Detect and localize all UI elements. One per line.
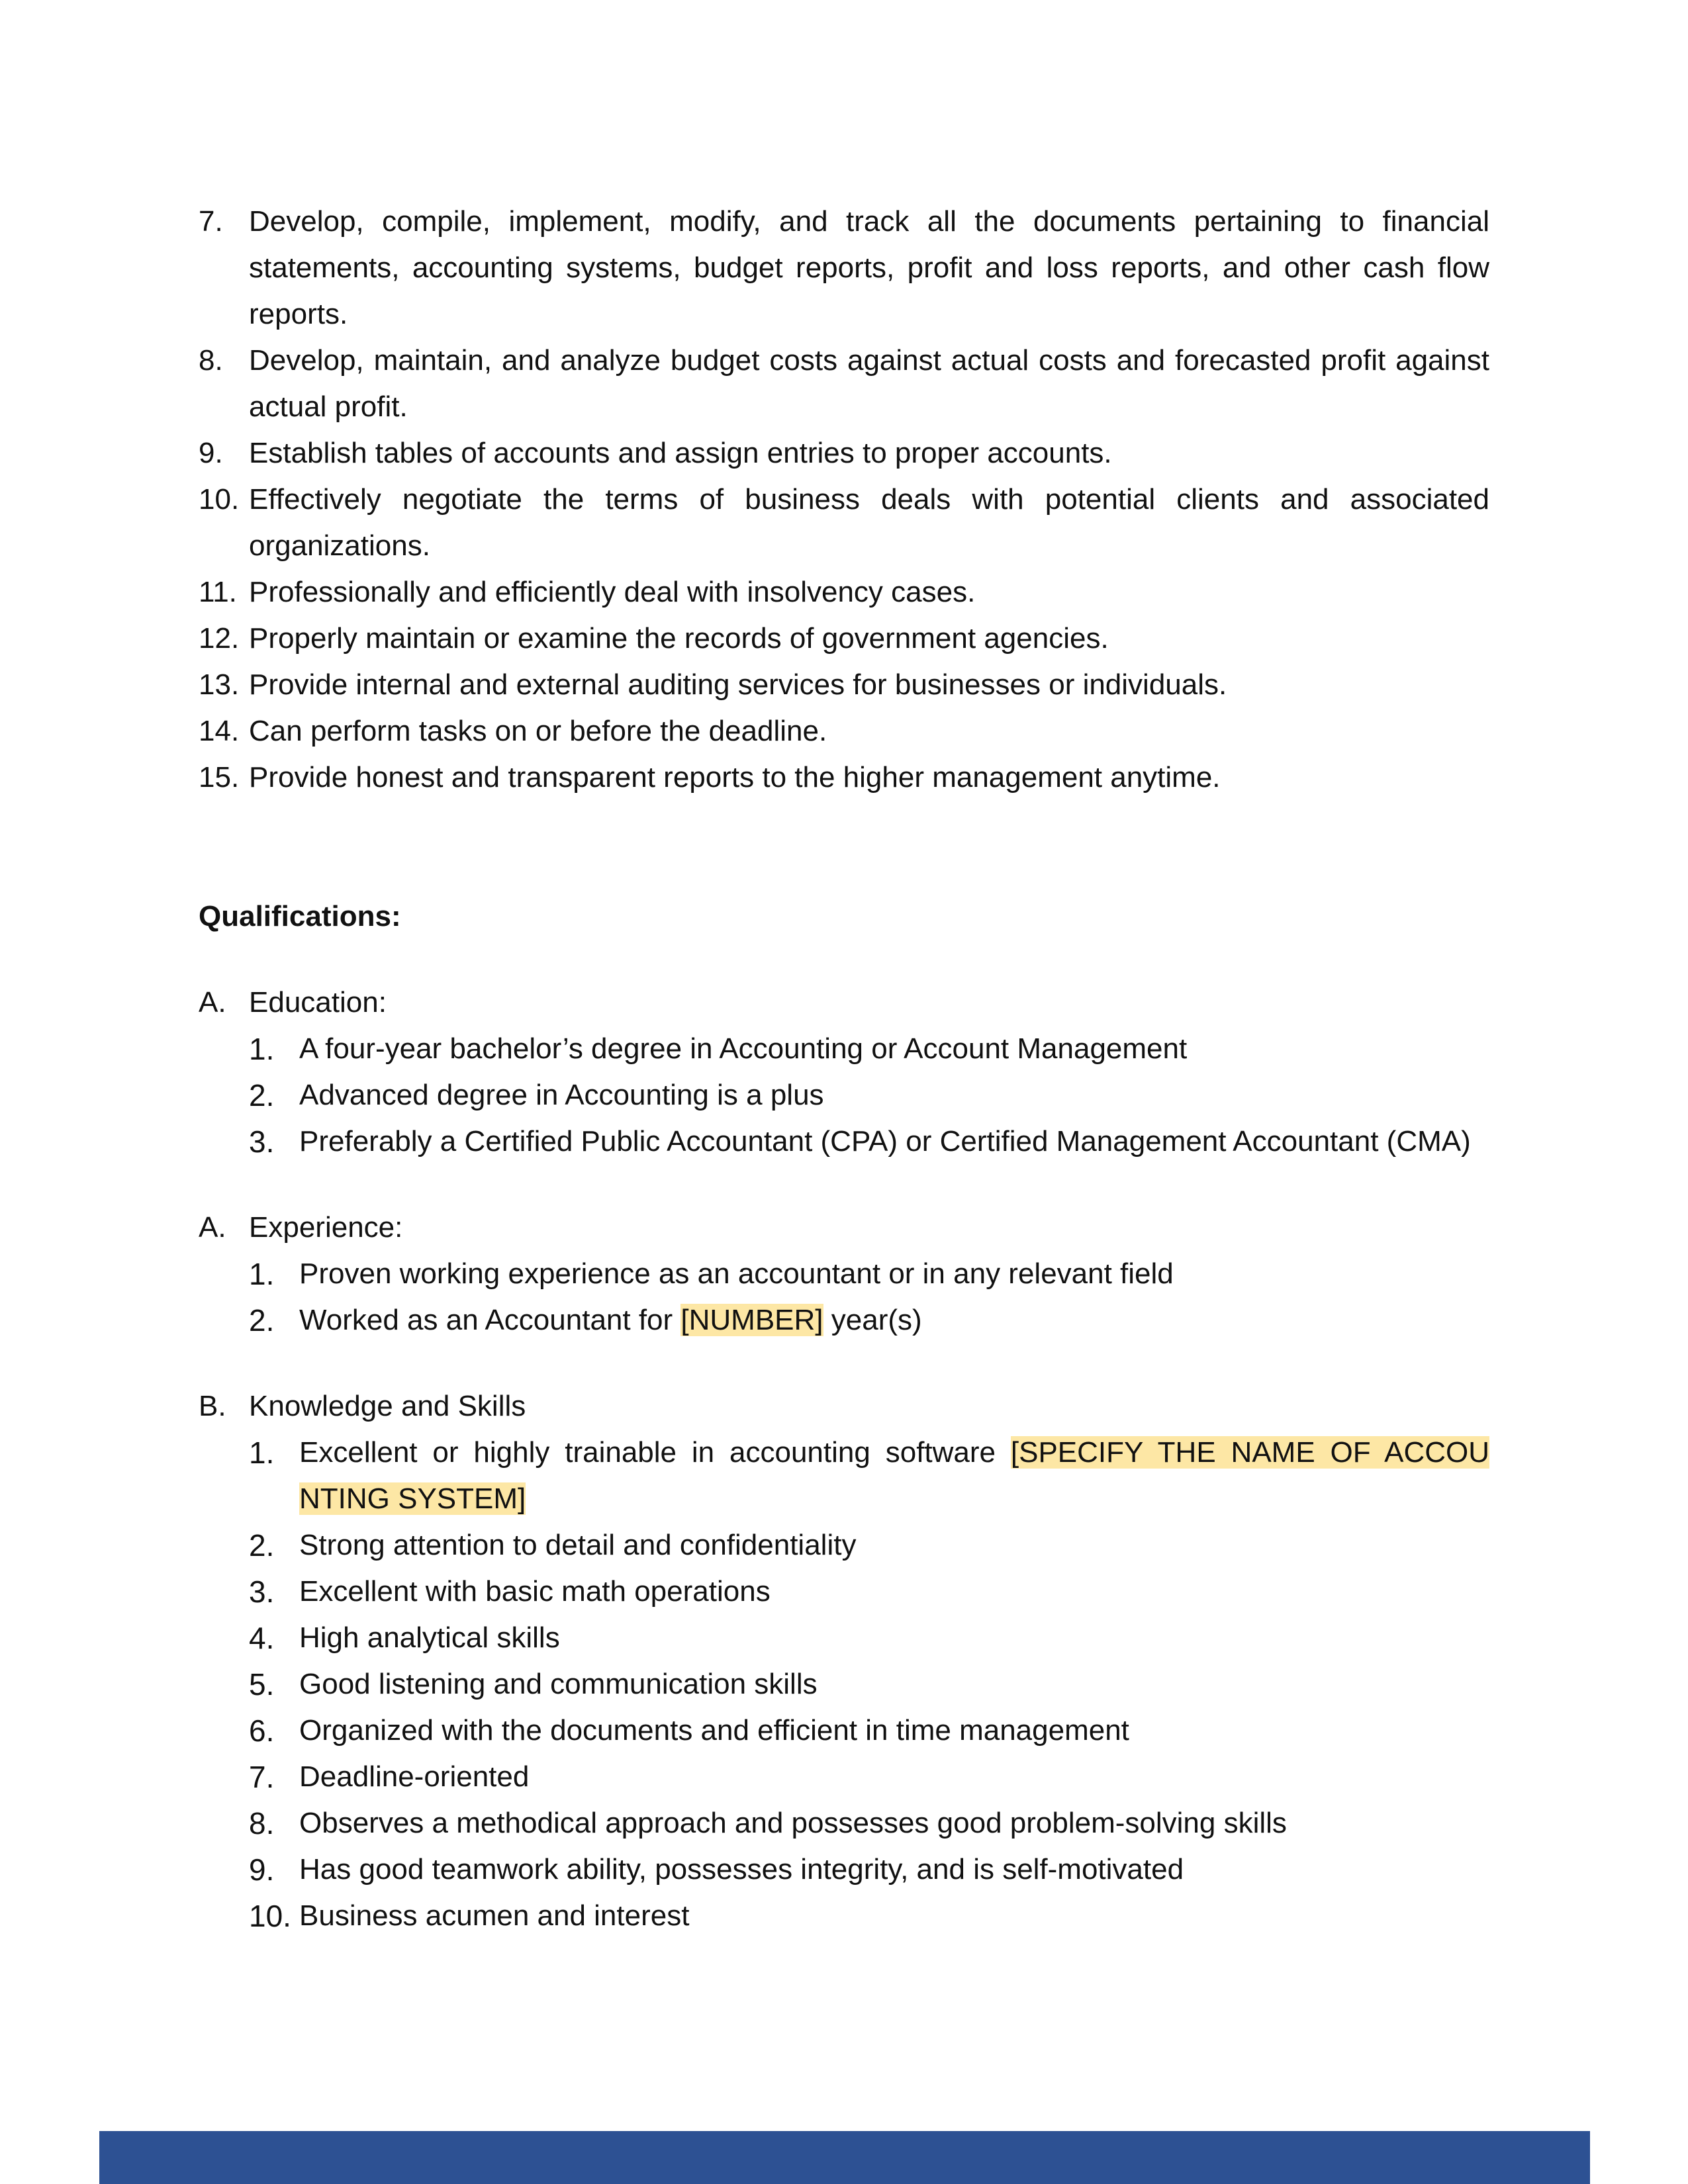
list-item [199, 199, 1489, 338]
list-number: 5. [249, 1667, 275, 1702]
list-text: Professionally and efficiently deal with insolvency cases. [249, 576, 976, 608]
list-text: Worked as an Accountant for [299, 1304, 681, 1336]
section-letter: A. [199, 1211, 226, 1244]
section-title-text: Experience: [249, 1211, 403, 1244]
list-text-suffix: year(s) [823, 1304, 922, 1336]
list-text: Provide internal and external auditing services for businesses or individuals. [249, 668, 1227, 701]
list-number: 7. [199, 205, 223, 238]
list-text: Business acumen and interest [299, 1899, 690, 1932]
list-number: 15. [199, 761, 240, 794]
education-section [199, 979, 1489, 1165]
list-number: 14. [199, 715, 240, 747]
list-text: Develop, compile, implement, modify, and track all the documents pertaining to financial statements, accounting systems, budget reports, profit and loss reports, and other cash flow reports. [249, 205, 1489, 330]
qualifications-heading: Qualifications: [199, 900, 401, 933]
list-item [199, 1707, 1489, 1754]
list-item [199, 615, 1489, 662]
list-text: Strong attention to detail and confidentiality [299, 1529, 857, 1561]
list-item [199, 708, 1489, 754]
list-item [199, 1251, 1489, 1297]
list-text: Develop, maintain, and analyze budget costs against actual costs and forecasted profit against actual profit. [249, 344, 1489, 423]
list-number: 9. [199, 437, 223, 469]
document-body [199, 199, 1489, 1939]
list-number: 1. [249, 1257, 275, 1291]
list-item [199, 1118, 1489, 1165]
list-item [199, 754, 1489, 801]
list-text: Proven working experience as an accountant or in any relevant field [299, 1257, 1174, 1290]
list-number: 7. [249, 1760, 275, 1794]
list-number: 11. [199, 576, 237, 608]
list-number: 2. [249, 1303, 275, 1338]
list-item [199, 569, 1489, 615]
list-item [199, 477, 1489, 569]
footer-bar [99, 2131, 1590, 2184]
list-number: 8. [249, 1806, 275, 1841]
list-text: Organized with the documents and efficient in time management [299, 1714, 1129, 1747]
list-number: 12. [199, 622, 240, 655]
list-item [199, 1846, 1489, 1893]
list-item [199, 1072, 1489, 1118]
list-item [199, 662, 1489, 708]
list-text: Observes a methodical approach and possesses good problem-solving skills [299, 1807, 1287, 1839]
list-number: 10. [199, 483, 240, 516]
list-text: Excellent with basic math operations [299, 1575, 771, 1608]
list-text: High analytical skills [299, 1621, 560, 1654]
list-number: 1. [249, 1032, 275, 1066]
list-item [199, 1522, 1489, 1569]
duties-list [199, 199, 1489, 801]
placeholder-number: [NUMBER] [680, 1304, 823, 1336]
list-item [199, 1661, 1489, 1707]
section-title-text: Education: [249, 986, 387, 1019]
list-text: Has good teamwork ability, possesses integrity, and is self-motivated [299, 1853, 1184, 1886]
list-item [199, 1297, 1489, 1343]
list-number: 4. [249, 1621, 275, 1655]
experience-list [199, 1251, 1489, 1343]
list-item [199, 1430, 1489, 1522]
list-text: A four-year bachelor’s degree in Accounting or Account Management [299, 1032, 1188, 1065]
list-text: Establish tables of accounts and assign entries to proper accounts. [249, 437, 1112, 469]
list-text: Deadline-oriented [299, 1760, 530, 1793]
section-letter: B. [199, 1390, 226, 1422]
list-text: Can perform tasks on or before the deadline. [249, 715, 827, 747]
list-number: 10. [249, 1899, 291, 1933]
list-item [199, 1569, 1489, 1615]
section-title [199, 1205, 1489, 1251]
list-item [199, 1754, 1489, 1800]
placeholder-accounting-system: [SPECIFY THE NAME OF ACCOU NTING SYSTEM] [299, 1436, 1489, 1515]
section-title [199, 1383, 1489, 1430]
list-number: 6. [249, 1713, 275, 1748]
list-item [199, 430, 1489, 477]
education-list [199, 1026, 1489, 1165]
section-letter: A. [199, 986, 226, 1019]
list-text: Preferably a Certified Public Accountant (CPA) or Certified Management Accountant (CMA) [299, 1125, 1471, 1158]
list-text: Excellent or highly trainable in accounting software [299, 1436, 1011, 1469]
list-text: Effectively negotiate the terms of business deals with potential clients and associated organizations. [249, 483, 1489, 562]
skills-section [199, 1383, 1489, 1939]
list-item [199, 1893, 1489, 1939]
list-number: 2. [249, 1528, 275, 1563]
list-number: 2. [249, 1078, 275, 1113]
section-title [199, 979, 1489, 1026]
list-number: 3. [249, 1574, 275, 1609]
list-number: 8. [199, 344, 223, 377]
list-number: 3. [249, 1124, 275, 1159]
section-title-text: Knowledge and Skills [249, 1390, 526, 1422]
list-text: Advanced degree in Accounting is a plus [299, 1079, 824, 1111]
list-number: 9. [249, 1852, 275, 1887]
list-number: 1. [249, 1435, 275, 1470]
list-text: Properly maintain or examine the records of government agencies. [249, 622, 1109, 655]
list-text: Good listening and communication skills [299, 1668, 818, 1700]
list-number: 13. [199, 668, 240, 701]
list-item [199, 1026, 1489, 1072]
list-item [199, 338, 1489, 430]
list-item [199, 1615, 1489, 1661]
list-item [199, 1800, 1489, 1846]
experience-section [199, 1205, 1489, 1343]
list-text: Provide honest and transparent reports to the higher management anytime. [249, 761, 1221, 794]
skills-list [199, 1430, 1489, 1939]
